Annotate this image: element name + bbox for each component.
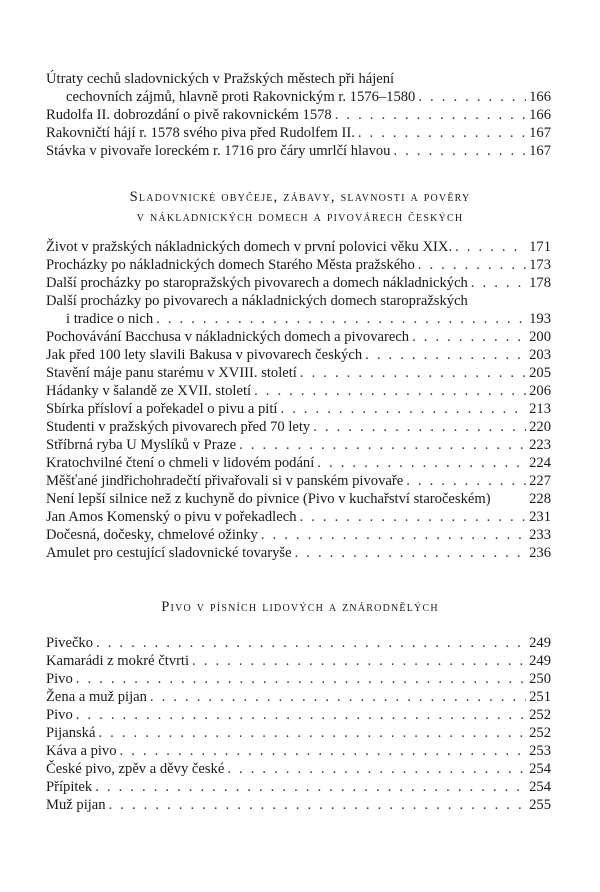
section-2-heading-line-1: Sladovnické obyčeje, zábavy, slavnosti a pověry: [129, 189, 471, 205]
toc-entry-title: Studenti v pražských pivovarech před 70 lety: [46, 419, 311, 435]
toc-entry: [46, 88, 551, 106]
toc-entry: [46, 328, 551, 346]
toc-entry-title: Rudolfa II. dobrozdání o pivě rakovnickém 1578: [46, 107, 332, 123]
dot-leader: [150, 688, 526, 706]
toc-entry-page: 249: [529, 653, 551, 669]
toc-entry-page: 167: [529, 143, 551, 159]
toc-section-1: [46, 70, 551, 160]
toc-entry: [46, 472, 551, 490]
toc-entry: [46, 742, 551, 760]
toc-entry-title: Kamarádi z mokré čtvrti: [46, 653, 190, 669]
toc-entry-title: Pivo: [46, 707, 73, 723]
dot-leader: [156, 310, 526, 328]
toc-entry: [46, 436, 551, 454]
toc-entry-page: 178: [529, 275, 551, 291]
toc-entry-page: 252: [529, 725, 551, 741]
dot-leader: [412, 328, 526, 346]
toc-entry-page: 251: [529, 689, 551, 705]
toc-entry-title: Káva a pivo: [46, 743, 117, 759]
toc-entry-page: 173: [529, 257, 551, 273]
toc-entry-title: Stříbrná ryba U Myslíků v Praze: [46, 437, 237, 453]
dot-leader: [317, 454, 526, 472]
dot-leader: [98, 724, 526, 742]
toc-entry-title: Muž pijan: [46, 797, 106, 813]
toc-entry-page: 233: [529, 527, 551, 543]
toc-entry-page: 231: [529, 509, 551, 525]
toc-entry-page: 223: [529, 437, 551, 453]
toc-entry-page: 250: [529, 671, 551, 687]
toc-entry-title: Stávka v pivovaře loreckém r. 1716 pro čáry umrlčí hlavou: [46, 143, 391, 159]
toc-entry-title: Sbírka přísloví a pořekadel o pivu a pití: [46, 401, 278, 417]
toc-entry: [46, 508, 551, 526]
toc-entry: [46, 274, 551, 292]
toc-entry-title: Jak před 100 lety slavili Bakusa v pivovarech českých: [46, 347, 363, 363]
toc-entry: [46, 652, 551, 670]
toc-entry-page: 252: [529, 707, 551, 723]
toc-entry: [46, 544, 551, 562]
dot-leader: [76, 706, 526, 724]
toc-entry: [46, 238, 551, 256]
toc-entry: [46, 346, 551, 364]
toc-entry-page: 213: [529, 401, 551, 417]
toc-entry: [46, 706, 551, 724]
dot-leader: [300, 508, 527, 526]
toc-entry-page: 236: [529, 545, 551, 561]
toc-entry-page: 253: [529, 743, 551, 759]
toc-entry: [46, 670, 551, 688]
toc-entry-page: 255: [529, 797, 551, 813]
dot-leader: [300, 364, 526, 382]
toc-entry-title: Další procházky po staropražských pivovarech a domech nákladnických: [46, 275, 468, 291]
dot-leader: [239, 436, 526, 454]
dot-leader: [295, 544, 526, 562]
toc-entry-title: Hádanky v šalandě ze XVII. století: [46, 383, 252, 399]
dot-leader: [254, 382, 526, 400]
toc-entry-title: i tradice o nich: [66, 311, 154, 327]
toc-entry: [46, 454, 551, 472]
toc-entry: [46, 778, 551, 796]
dot-leader: [406, 472, 526, 490]
toc-entry: [46, 796, 551, 814]
toc-entry: [46, 760, 551, 778]
dot-leader: [95, 778, 526, 796]
toc-entry-page: 166: [529, 89, 551, 105]
toc-entry: [46, 724, 551, 742]
toc-entry-title: Pijanská: [46, 725, 96, 741]
dot-leader: [120, 742, 526, 760]
dot-leader: [365, 346, 526, 364]
toc-section-2: [46, 238, 551, 562]
dot-leader: [455, 238, 526, 256]
section-3-heading: Pivo v písních lidových a znárodnělých: [161, 599, 439, 615]
toc-entry-title: Život v pražských nákladnických domech v první polovici věku XIX.: [46, 239, 453, 255]
toc-entry-title: Není lepší silnice než z kuchyně do pivnice (Pivo v kuchařství staročeském): [46, 491, 491, 507]
toc-entry: [46, 382, 551, 400]
dot-leader: [313, 418, 526, 436]
toc-entry-title: Útraty cechů sladovnických v Pražských městech při hájení: [46, 71, 395, 87]
toc-entry-title: Kratochvilné čtení o chmeli v lidovém podání: [46, 455, 315, 471]
section-2-heading-line-2: v nákladnických domech a pivovárech českých: [136, 209, 464, 225]
dot-leader: [76, 670, 526, 688]
toc-entry: [46, 526, 551, 544]
toc-entry-title: Amulet pro cestující sladovnické tovaryše: [46, 545, 292, 561]
toc-entry-page: 220: [529, 419, 551, 435]
toc-entry: [46, 106, 551, 124]
toc-entry-title: Přípitek: [46, 779, 93, 795]
dot-leader: [393, 142, 526, 160]
toc-entry: [46, 256, 551, 274]
toc-section-3: [46, 634, 551, 814]
toc-entry-title: Pivo: [46, 671, 73, 687]
toc-entry-page: 205: [529, 365, 551, 381]
toc-entry-title: Stavění máje panu starému v XVIII. století: [46, 365, 297, 381]
dot-leader: [335, 106, 526, 124]
dot-leader: [261, 526, 526, 544]
toc-entry-page: 254: [529, 761, 551, 777]
toc-entry-title: Procházky po nákladnických domech Starého Města pražského: [46, 257, 415, 273]
dot-leader: [280, 400, 526, 418]
toc-entry-title: Žena a muž pijan: [46, 689, 147, 705]
toc-entry-page: 224: [529, 455, 551, 471]
toc-entry: [46, 142, 551, 160]
toc-entry-page: 203: [529, 347, 551, 363]
toc-entry-page: 249: [529, 635, 551, 651]
toc-entry-page: 206: [529, 383, 551, 399]
toc-entry: [46, 418, 551, 436]
toc-entry-page: 167: [529, 125, 551, 141]
toc-entry: [46, 70, 551, 88]
toc-entry-title: Pochovávání Bacchusa v nákladnických domech a pivovarech: [46, 329, 410, 345]
toc-entry-page: 166: [529, 107, 551, 123]
toc-entry-title: Pivečko: [46, 635, 94, 651]
dot-leader: [96, 634, 526, 652]
toc-entry: [46, 124, 551, 142]
toc-entry-title: Další procházky po pivovarech a nákladnických domech staropražských: [46, 293, 468, 309]
toc-entry: [46, 310, 551, 328]
toc-entry: [46, 490, 551, 508]
dot-leader: [418, 256, 526, 274]
dot-leader: [358, 124, 526, 142]
toc-entry-page: 228: [529, 491, 551, 507]
dot-leader: [471, 274, 526, 292]
toc-entry: [46, 364, 551, 382]
toc-entry-title: cechovních zájmů, hlavně proti Rakovnickým r. 1576–1580: [66, 89, 416, 105]
toc-entry: [46, 292, 551, 310]
toc-entry-title: Měšťané jindřichohradečtí přivařovali si v panském pivovaře: [46, 473, 404, 489]
toc-entry: [46, 688, 551, 706]
dot-leader: [418, 88, 526, 106]
toc-entry-page: 193: [529, 311, 551, 327]
toc-entry-page: 227: [529, 473, 551, 489]
toc-entry: [46, 634, 551, 652]
toc-entry-title: Dočesná, dočesky, chmelové ožinky: [46, 527, 258, 543]
toc-entry-page: 171: [529, 239, 551, 255]
toc-entry-title: Rakovničtí hájí r. 1578 svého piva před Rudolfem II.: [46, 125, 355, 141]
toc-entry: [46, 400, 551, 418]
dot-leader: [192, 652, 526, 670]
dot-leader: [227, 760, 526, 778]
toc-entry-page: 254: [529, 779, 551, 795]
toc-entry-page: 200: [529, 329, 551, 345]
dot-leader: [109, 796, 526, 814]
toc-entry-title: České pivo, zpěv a děvy české: [46, 761, 225, 777]
toc-entry-title: Jan Amos Komenský o pivu v pořekadlech: [46, 509, 297, 525]
